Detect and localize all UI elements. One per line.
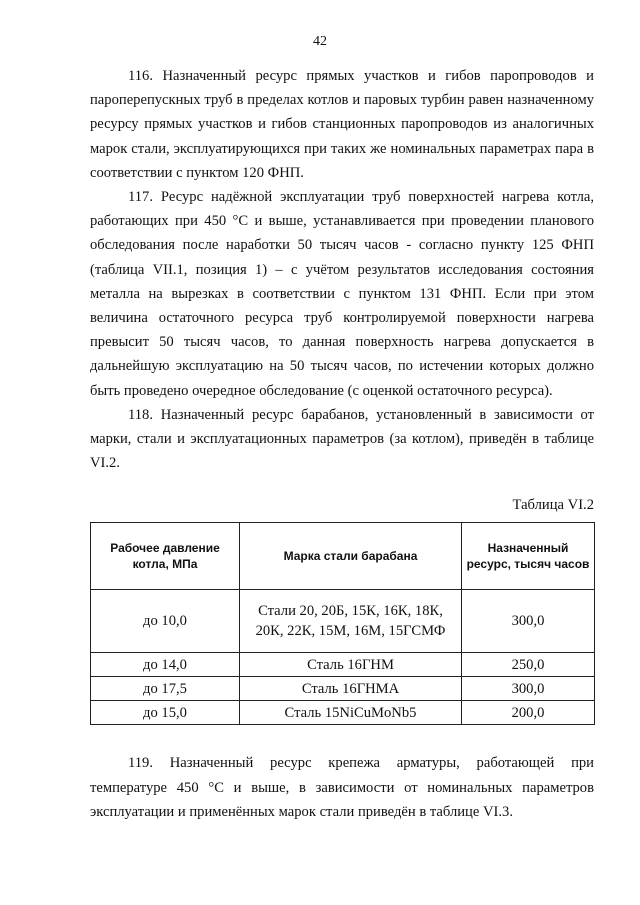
cell-resource: 200,0 <box>462 701 595 725</box>
table-row <box>91 653 595 677</box>
document-body <box>90 64 594 824</box>
drum-resource-table <box>90 522 595 725</box>
cell-pressure: до 14,0 <box>91 653 240 677</box>
paragraph-118: 118. Назначенный ресурс барабанов, установленный в зависимости от марки, стали и эксплуатационных параметров (за котлом), приведён в таблице VI.2. <box>90 406 594 472</box>
header-resource: Назначенный ресурс, тысяч часов <box>462 523 595 590</box>
table-caption: Таблица VI.2 <box>512 497 594 514</box>
table-header-row <box>91 523 595 590</box>
cell-pressure: до 17,5 <box>91 677 240 701</box>
paragraph-119: 119. Назначенный ресурс крепежа арматуры, работающей при температуре 450 °С и выше, в зависимости от номинальных параметров эксплуатации и применённых марок стали приведён в таблице VI.3. <box>90 755 594 820</box>
cell-steel: Сталь 16ГНМА <box>240 677 462 701</box>
cell-resource: 250,0 <box>462 653 595 677</box>
cell-steel: Стали 20, 20Б, 15К, 16К, 18К, 20К, 22К, 15М, 16М, 15ГСМФ <box>240 590 462 653</box>
table-row <box>91 677 595 701</box>
cell-pressure: до 10,0 <box>91 590 240 653</box>
header-pressure: Рабочее давление котла, МПа <box>91 523 240 590</box>
cell-pressure: до 15,0 <box>91 701 240 725</box>
paragraph-116: 116. Назначенный ресурс прямых участков и гибов паропроводов и пароперепускных труб в пределах котлов и паровых турбин равен назначенному ресурсу прямых участков и гибов станционных паропроводов из аналогичных марок стали, эксплуатирующихся при таких же номинальных параметрах пара в соответствии с пунктом 120 ФНП. <box>90 68 594 181</box>
cell-resource: 300,0 <box>462 590 595 653</box>
cell-resource: 300,0 <box>462 677 595 701</box>
cell-steel: Сталь 16ГНМ <box>240 653 462 677</box>
page-number: 42 <box>313 34 327 49</box>
header-steel: Марка стали барабана <box>240 523 462 590</box>
paragraph-117: 117. Ресурс надёжной эксплуатации труб поверхностей нагрева котла, работающих при 450 °С и выше, устанавливается при проведении планового обследования после наработки 50 тысяч часов - согласно пункту 125 ФНП (таблица VII.1, позиция 1) – с учётом результатов исследования состояния металла на вырезках в соответствии с пунктом 131 ФНП. Если при этом величина остаточного ресурса труб контролируемой поверхности нагрева превысит 50 тысяч часов, то данная поверхность нагрева допускается в дальнейшую эксплуатацию на 50 тысяч часов, по истечении которых должно быть проведено очередное обследование (с оценкой остаточного ресурса). <box>90 189 594 399</box>
table-row <box>91 590 595 653</box>
cell-steel: Сталь 15NiCuMoNb5 <box>240 701 462 725</box>
table-row <box>91 701 595 725</box>
